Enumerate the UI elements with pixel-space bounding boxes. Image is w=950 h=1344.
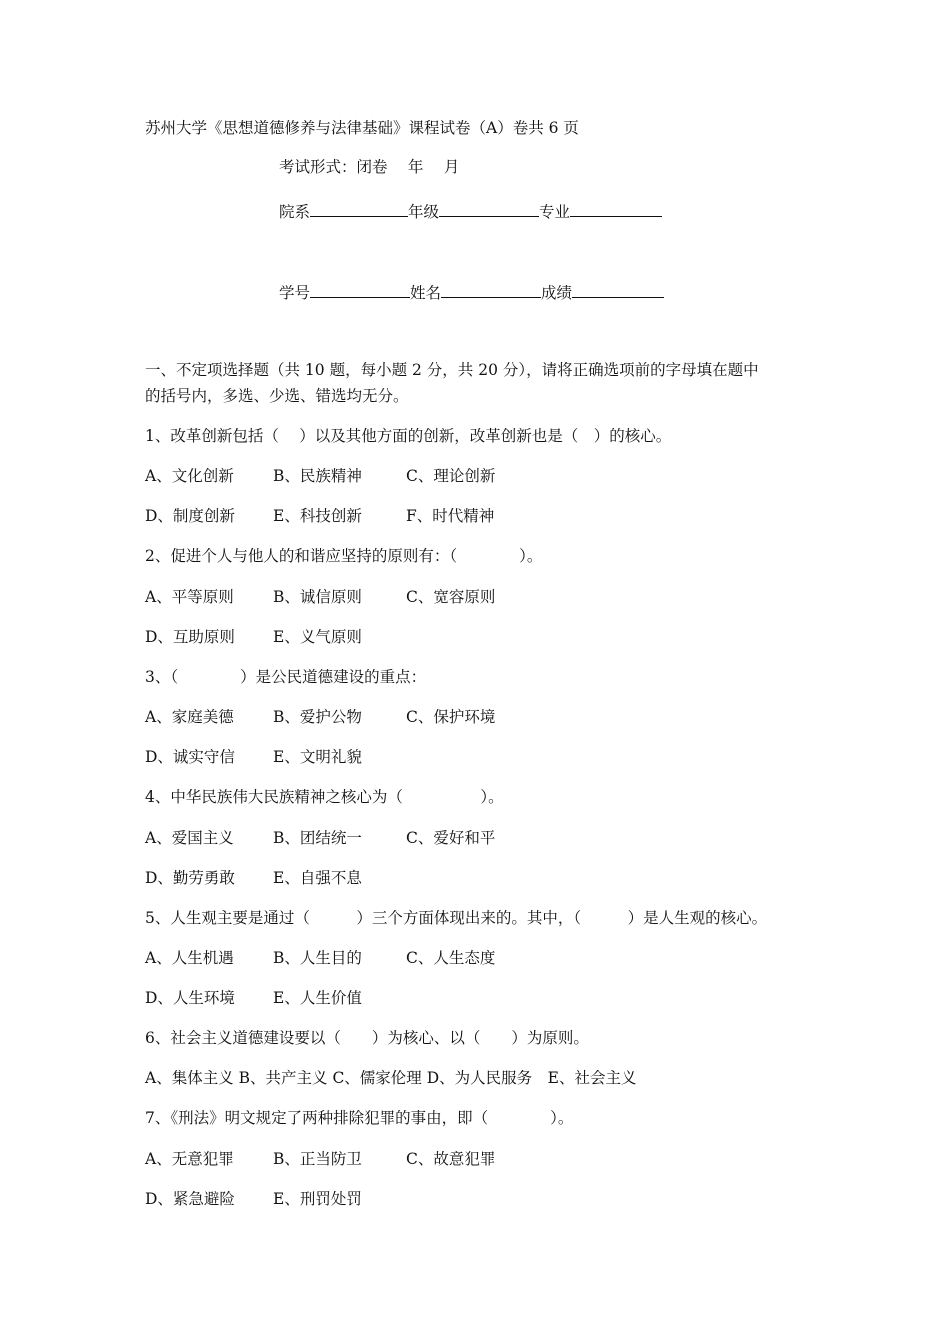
option: B、爱护公物 xyxy=(273,708,362,726)
dept-label: 院系 xyxy=(279,203,311,221)
option: E、文明礼貌 xyxy=(273,748,362,766)
option: C、爱好和平 xyxy=(406,829,496,847)
option: B、正当防卫 xyxy=(273,1150,362,1168)
option: C、保护环境 xyxy=(406,708,496,726)
option: E、刑罚处罚 xyxy=(273,1190,362,1208)
grade-blank[interactable] xyxy=(439,200,539,217)
name-blank[interactable] xyxy=(441,281,541,298)
option: A、文化创新 xyxy=(145,467,234,485)
option: D、紧急避险 xyxy=(145,1190,235,1208)
option: E、自强不息 xyxy=(273,869,362,887)
option: A、爱国主义 xyxy=(145,829,234,847)
question-7-options-row-1 xyxy=(145,1149,495,1169)
question-2-options-row-1 xyxy=(145,587,495,607)
option: D、互助原则 xyxy=(145,628,235,646)
page-title: 苏州大学《思想道德修养与法律基础》课程试卷（A）卷共 6 页 xyxy=(145,119,579,137)
info-row-1 xyxy=(279,200,662,222)
option: D、制度创新 xyxy=(145,507,235,525)
option: C、故意犯罪 xyxy=(406,1150,496,1168)
option: A、平等原则 xyxy=(145,588,234,606)
question-4-stem: 4、中华民族伟大民族精神之核心为（ ）。 xyxy=(145,788,504,806)
name-label: 姓名 xyxy=(410,284,442,302)
section-instruction-1: 一、不定项选择题（共 10 题，每小题 2 分，共 20 分），请将正确选项前的字母填在题中 xyxy=(145,361,759,379)
exam-form: 考试形式：闭卷 年 月 xyxy=(279,158,460,176)
option: B、诚信原则 xyxy=(273,588,362,606)
student-id-label: 学号 xyxy=(279,284,311,302)
question-5-stem: 5、人生观主要是通过（ ）三个方面体现出来的。其中，（ ）是人生观的核心。 xyxy=(145,909,768,927)
question-2-options-row-2 xyxy=(145,627,406,647)
option: D、勤劳勇敢 xyxy=(145,869,235,887)
question-3-options-row-1 xyxy=(145,707,495,727)
option: C、人生态度 xyxy=(406,949,496,967)
option: A、无意犯罪 xyxy=(145,1150,234,1168)
question-7-stem: 7、《刑法》明文规定了两种排除犯罪的事由，即（ ）。 xyxy=(145,1109,574,1127)
student-id-blank[interactable] xyxy=(310,281,410,298)
question-6-options: A、集体主义 B、共产主义 C、儒家伦理 D、为人民服务 E、社会主义 xyxy=(145,1069,637,1087)
dept-blank[interactable] xyxy=(310,200,408,217)
question-3-stem: 3、（ ）是公民道德建设的重点： xyxy=(145,668,427,686)
option: D、诚实守信 xyxy=(145,748,235,766)
question-1-stem: 1、改革创新包括（ ）以及其他方面的创新，改革创新也是（ ）的核心。 xyxy=(145,427,672,445)
option: C、理论创新 xyxy=(406,467,496,485)
question-1-options-row-1 xyxy=(145,466,495,486)
option: E、人生价值 xyxy=(273,989,362,1007)
option: A、家庭美德 xyxy=(145,708,234,726)
question-4-options-row-1 xyxy=(145,828,495,848)
section-instruction-2: 的括号内，多选、少选、错选均无分。 xyxy=(145,387,409,405)
option: D、人生环境 xyxy=(145,989,235,1007)
option: B、人生目的 xyxy=(273,949,362,967)
info-row-2 xyxy=(279,281,664,303)
question-5-options-row-2 xyxy=(145,988,406,1008)
question-3-options-row-2 xyxy=(145,747,406,767)
major-blank[interactable] xyxy=(570,200,662,217)
option: C、宽容原则 xyxy=(406,588,496,606)
question-7-options-row-2 xyxy=(145,1189,406,1209)
option: B、团结统一 xyxy=(273,829,362,847)
option: E、义气原则 xyxy=(273,628,362,646)
option: E、科技创新 xyxy=(273,507,362,525)
score-blank[interactable] xyxy=(572,281,664,298)
grade-label: 年级 xyxy=(408,203,440,221)
option: B、民族精神 xyxy=(273,467,362,485)
question-6-stem: 6、社会主义道德建设要以（ ）为核心、以（ ）为原则。 xyxy=(145,1029,589,1047)
major-label: 专业 xyxy=(539,203,571,221)
question-2-stem: 2、促进个人与他人的和谐应坚持的原则有：（ ）。 xyxy=(145,547,543,565)
question-5-options-row-1 xyxy=(145,948,495,968)
question-4-options-row-2 xyxy=(145,868,406,888)
score-label: 成绩 xyxy=(541,284,573,302)
question-1-options-row-2 xyxy=(145,506,494,526)
option: F、时代精神 xyxy=(406,507,495,525)
option: A、人生机遇 xyxy=(145,949,234,967)
